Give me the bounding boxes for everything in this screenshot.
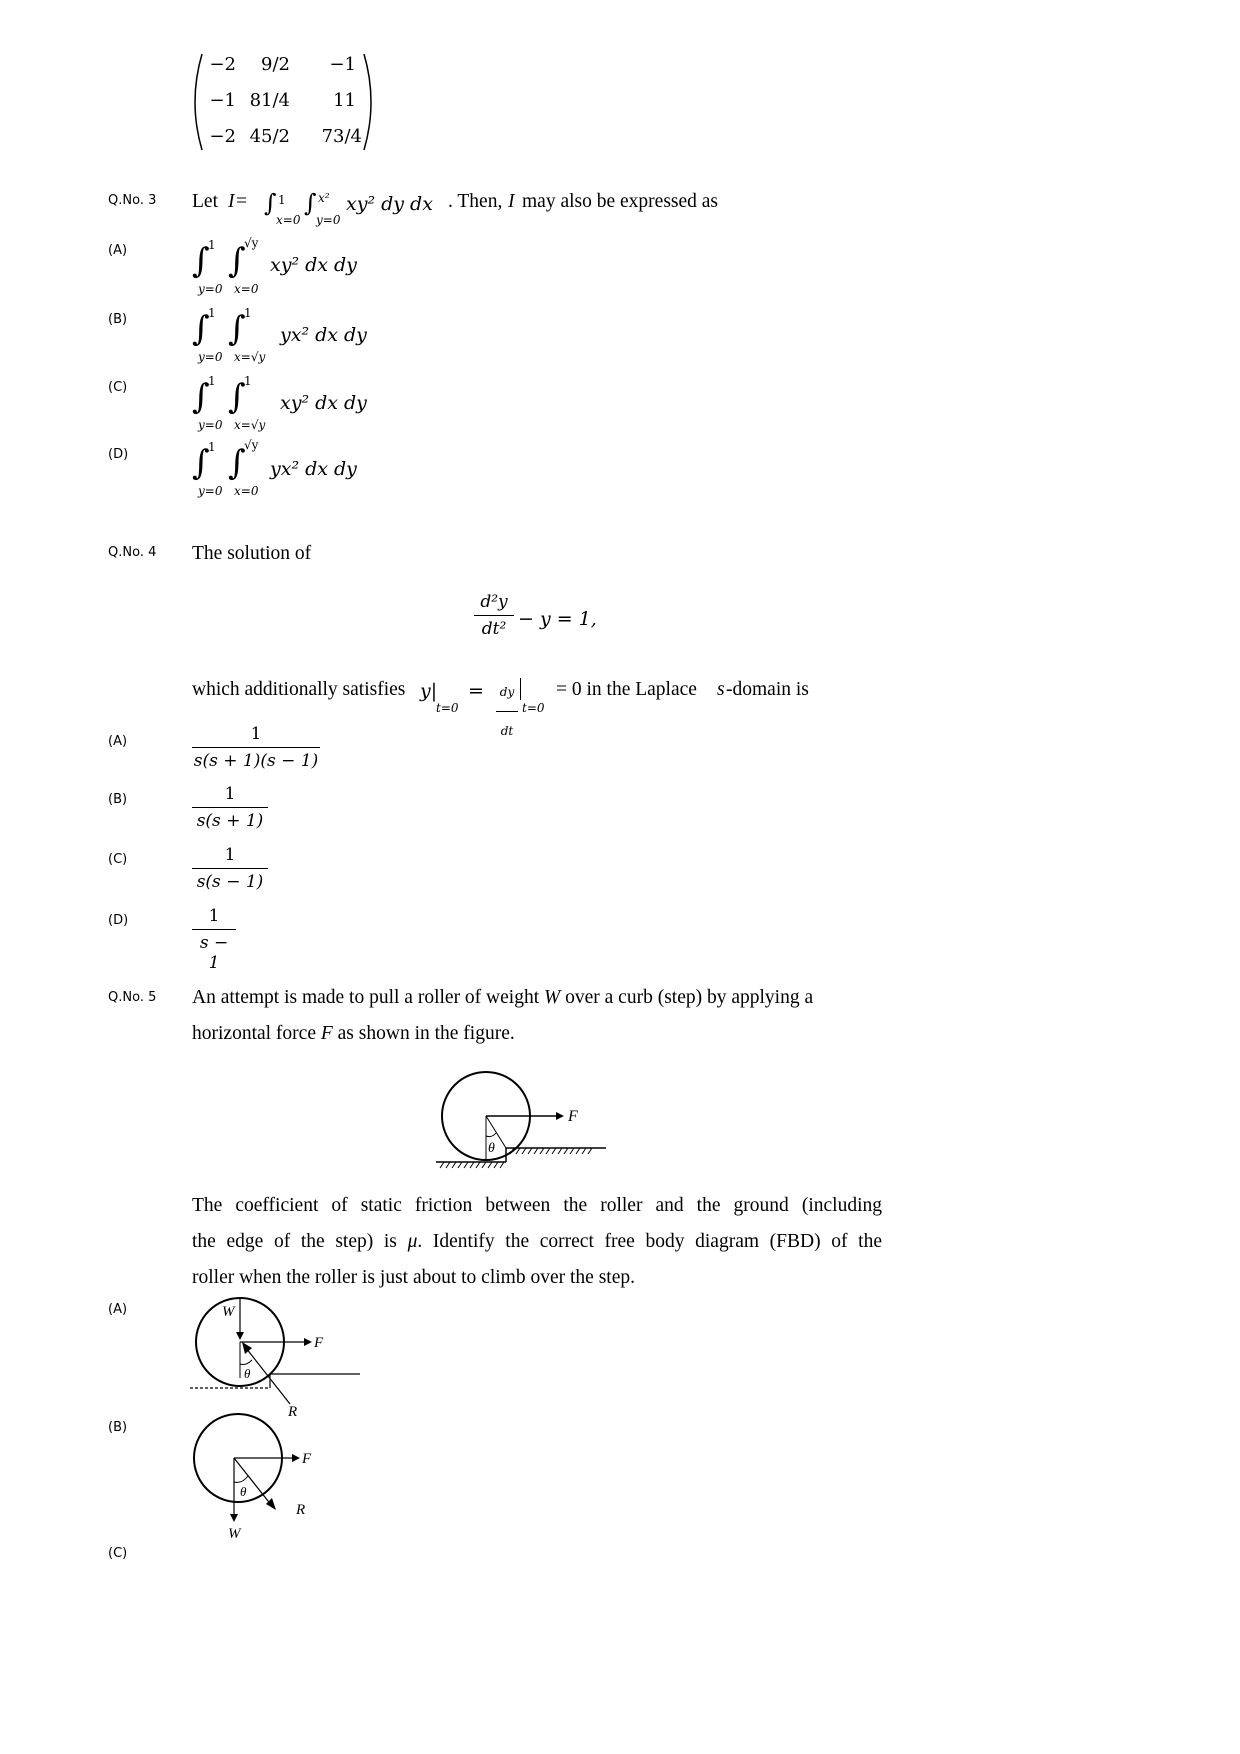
step-hatch <box>510 1148 592 1154</box>
inner-upper-limit: √y <box>244 236 259 250</box>
integral-sign: ∫ <box>192 241 210 281</box>
option-label: (C) <box>108 380 128 395</box>
fraction-numerator: dy <box>499 685 515 699</box>
integral-sign: ∫ <box>264 189 277 217</box>
integral-sign: ∫ <box>192 309 210 349</box>
q4-stem: The solution of <box>192 543 312 564</box>
inner-lower-limit: y=0 <box>316 213 341 227</box>
inner-lower-limit: x=0 <box>234 282 259 296</box>
fraction-bar <box>192 929 236 930</box>
force-label: F <box>314 1335 324 1351</box>
reaction-label: R <box>288 1404 298 1418</box>
outer-lower-limit: y=0 <box>198 350 223 364</box>
fraction-denominator: s(s + 1) <box>196 811 264 831</box>
integral-sign: ∫ <box>228 241 246 281</box>
condition-sub: t=0 <box>522 701 545 715</box>
outer-lower-limit: x=0 <box>276 213 301 227</box>
derivative-fraction <box>474 592 514 639</box>
fraction-bar <box>192 747 320 748</box>
fbd-option-a <box>190 1294 370 1418</box>
q3-option-b <box>192 306 412 366</box>
condition-prefix: which additionally satisfies <box>192 679 406 700</box>
matrix-cell: 81/4 <box>249 90 290 111</box>
theta-label: θ <box>244 1366 251 1381</box>
q4-condition <box>192 672 892 738</box>
stem-mid: . Then, <box>448 191 503 212</box>
matrix-cell: −1 <box>209 90 236 111</box>
evaluation-bar <box>520 678 521 700</box>
answer-matrix <box>188 50 378 154</box>
question-number: Q.No. 5 <box>108 990 157 1005</box>
ground-hatch <box>440 1162 504 1168</box>
q5-var-f: F <box>320 1023 333 1044</box>
condition-eq: = <box>468 680 484 702</box>
roller-figure <box>436 1066 616 1178</box>
q5-line1 <box>192 980 892 1016</box>
integral-sign: ∫ <box>228 309 246 349</box>
fraction-denominator: dt² <box>481 619 507 639</box>
angle-arc <box>240 1360 252 1365</box>
outer-lower-limit: y=0 <box>198 418 223 432</box>
option-label: (A) <box>108 1302 128 1317</box>
force-label: F <box>302 1451 312 1467</box>
matrix-cell: −1 <box>329 54 356 75</box>
matrix-cell: 11 <box>333 90 356 111</box>
q4-option-c <box>192 845 268 892</box>
condition-suffix: -domain is <box>726 679 809 700</box>
option-label: (A) <box>108 243 128 258</box>
angle-arc <box>486 1133 496 1137</box>
stem-var: I <box>228 191 235 212</box>
inner-lower-limit: x=√y <box>234 418 266 432</box>
q3-stem <box>192 190 892 230</box>
q5-var-mu: μ <box>407 1231 418 1252</box>
outer-upper-limit: 1 <box>208 306 216 320</box>
theta-label: θ <box>488 1141 495 1156</box>
arrowhead <box>304 1338 312 1346</box>
fraction-denominator: s(s + 1)(s − 1) <box>193 751 319 771</box>
fraction-bar <box>192 807 268 808</box>
option-label: (D) <box>108 913 129 928</box>
option-label: (B) <box>108 312 128 327</box>
inner-upper-limit: 1 <box>244 306 252 320</box>
matrix-cell: 45/2 <box>249 126 290 147</box>
integral-sign: ∫ <box>304 189 317 217</box>
stem-prefix: Let <box>192 191 218 212</box>
q5-para-line2 <box>192 1224 882 1260</box>
outer-upper-limit: 1 <box>208 440 216 454</box>
q5-text: as shown in the figure. <box>337 1023 515 1044</box>
inner-upper-limit: √y <box>244 438 259 452</box>
stem-var: I <box>508 191 515 212</box>
option-label: (A) <box>108 734 128 749</box>
matrix-cell: 9/2 <box>261 54 290 75</box>
q4-option-a <box>192 724 320 771</box>
equation-rest: − y = 1, <box>518 608 597 630</box>
matrix-cell: −2 <box>209 54 236 75</box>
condition-suffix: = 0 in the Laplace <box>556 679 697 700</box>
matrix-cell: 73/4 <box>321 126 362 147</box>
option-label: (D) <box>108 447 129 462</box>
question-number: Q.No. 3 <box>108 193 157 208</box>
weight-label: W <box>222 1304 235 1320</box>
q5-para-line1: The coefficient of static friction between the roller and the ground (including <box>192 1195 882 1216</box>
inner-upper-limit: x² <box>318 191 330 205</box>
inner-lower-limit: x=√y <box>234 350 266 364</box>
q4-equation <box>474 592 634 652</box>
fraction-numerator: 1 <box>250 724 262 744</box>
fbd-option-b <box>190 1410 350 1540</box>
integral-sign: ∫ <box>228 443 246 483</box>
fraction-numerator: d²y <box>480 592 508 612</box>
option-label: (B) <box>108 1420 128 1435</box>
integrand: xy² dy dx <box>346 193 433 215</box>
fraction-numerator: 1 <box>224 845 236 865</box>
outer-lower-limit: y=0 <box>198 282 223 296</box>
fraction-bar <box>474 615 514 616</box>
q5-text: over a curb (step) by applying a <box>565 987 814 1008</box>
reaction-line <box>246 1348 290 1404</box>
weight-label: W <box>228 1526 241 1540</box>
arrowhead <box>236 1332 244 1340</box>
outer-upper-limit: 1 <box>208 238 216 252</box>
outer-upper-limit: 1 <box>208 374 216 388</box>
integral-sign: ∫ <box>228 377 246 417</box>
stem-suffix: may also be expressed as <box>522 191 719 212</box>
matrix-cell: −2 <box>209 126 236 147</box>
q5-var-w: W <box>544 987 561 1008</box>
integrand: xy² dx dy <box>270 254 357 276</box>
q5-text: horizontal force <box>192 1023 316 1044</box>
arrowhead <box>292 1454 300 1462</box>
inner-upper-limit: 1 <box>244 374 252 388</box>
theta-label: θ <box>240 1484 247 1499</box>
outer-lower-limit: y=0 <box>198 484 223 498</box>
force-label: F <box>568 1108 578 1125</box>
q4-option-b <box>192 784 268 831</box>
q5-text: An attempt is made to pull a roller of weight <box>192 987 540 1008</box>
integral-sign: ∫ <box>192 443 210 483</box>
option-label: (C) <box>108 1546 128 1561</box>
q5-line2 <box>192 1016 892 1052</box>
condition-s: s <box>717 679 725 700</box>
fraction-denominator: s − 1 <box>199 933 229 973</box>
condition-sub: t=0 <box>436 701 459 715</box>
q4-option-d <box>192 906 236 973</box>
outer-upper-limit: 1 <box>278 193 286 207</box>
q3-option-d <box>192 440 412 500</box>
integral-sign: ∫ <box>192 377 210 417</box>
q3-option-c <box>192 374 412 434</box>
arrowhead <box>242 1342 252 1354</box>
integrand: yx² dx dy <box>280 324 367 346</box>
integrand: yx² dx dy <box>270 458 357 480</box>
arrowhead <box>230 1514 238 1522</box>
integrand: xy² dx dy <box>280 392 367 414</box>
q5-para-line3: roller when the roller is just about to climb over the step. <box>192 1267 635 1288</box>
inner-lower-limit: x=0 <box>234 484 259 498</box>
q5-text: the edge of the step) is <box>192 1231 397 1252</box>
option-label: (B) <box>108 792 128 807</box>
arrowhead <box>556 1112 564 1120</box>
question-number: Q.No. 4 <box>108 545 157 560</box>
q3-option-a <box>192 238 412 298</box>
fraction-bar <box>496 711 518 712</box>
option-label: (C) <box>108 852 128 867</box>
condition-fraction <box>496 674 518 749</box>
angle-arc <box>234 1476 248 1482</box>
reaction-label: R <box>296 1502 306 1518</box>
fraction-numerator: 1 <box>208 906 220 926</box>
fraction-numerator: 1 <box>224 784 236 804</box>
stem-eq: = <box>236 191 247 212</box>
fraction-denominator: dt <box>500 724 514 738</box>
condition-y: y| <box>420 680 438 702</box>
fraction-bar <box>192 868 268 869</box>
q5-text: . Identify the correct free body diagram (FBD) of the <box>417 1231 882 1252</box>
fraction-denominator: s(s − 1) <box>196 872 264 892</box>
